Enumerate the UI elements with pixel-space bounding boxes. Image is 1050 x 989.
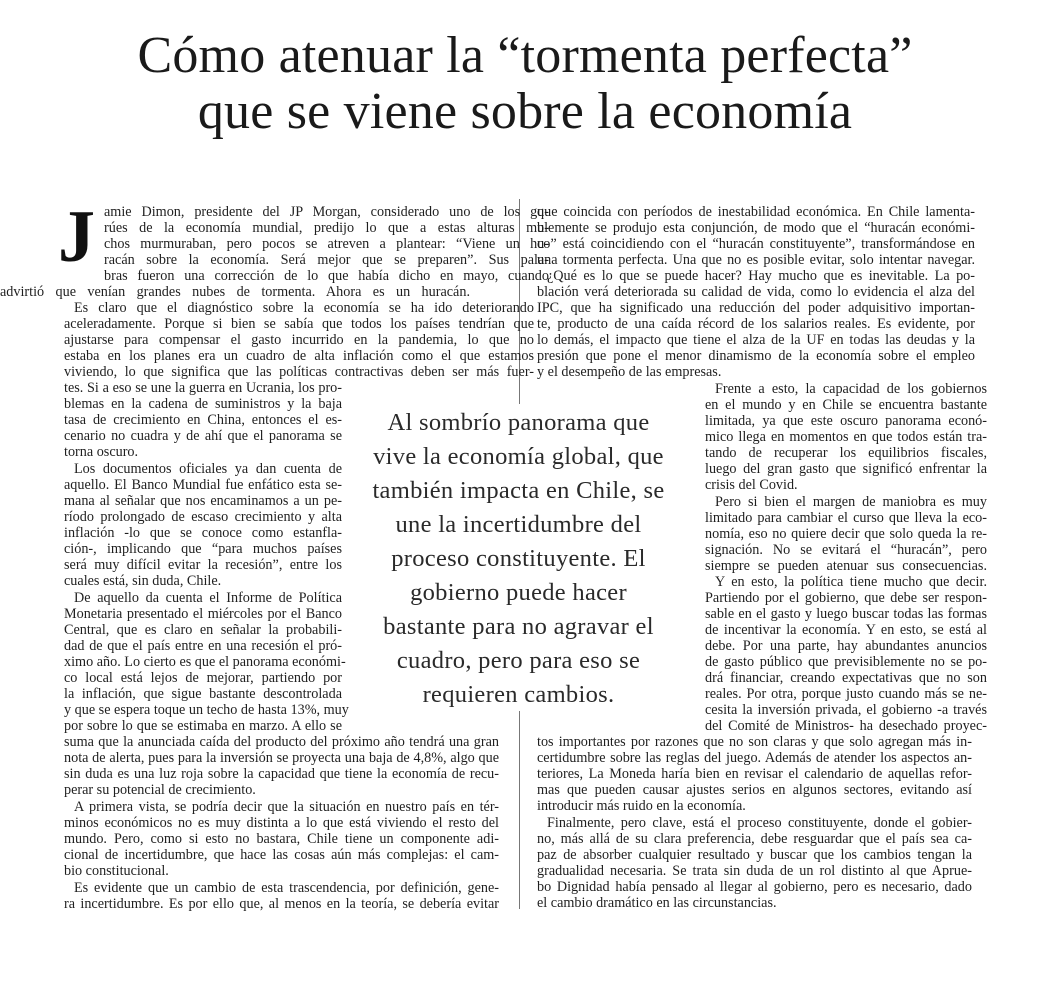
article-left-column-line: estaba en los planes era un cuadro de alta inflación como el que estamos xyxy=(64,348,534,364)
article-left-column-line: viviendo, lo que significa que las políticas contractivas deben ser más fuer- xyxy=(64,364,534,380)
article-right-column-line: bo Dignidad había pensado al llegar al gobierno, pero es necesario, dado xyxy=(537,879,972,895)
article-right-column-line: luego del gran gasto que significó enfrentar la xyxy=(705,461,987,477)
article-right-column-line: Finalmente, pero clave, está el proceso constituyente, donde el gobier- xyxy=(547,815,972,831)
pull-quote-line: bastante para no agravar el xyxy=(383,613,654,640)
article-left-column-line: torna oscuro. xyxy=(64,444,139,460)
article-right-column-line: sable en el gasto y luego buscar todas las formas xyxy=(705,606,987,622)
article-right-column-line: introducir más ruido en la economía. xyxy=(537,798,746,814)
article-left-column-line: cional de incertidumbre, que hace las cosas aún más complejas: el cam- xyxy=(64,847,499,863)
article-left-column-line: ríodo prolongado de escaso crecimiento y alta xyxy=(64,509,342,525)
article-right-column-line: en el mundo y en Chile se encuentra bastante xyxy=(705,397,987,413)
pull-quote-line: gobierno puede hacer xyxy=(410,579,627,606)
article-right-column-line: lo demás, el impacto que tiene el alza de la UF en todas las deudas y la xyxy=(537,332,975,348)
article-left-column-line: la inflación, que sigue bastante descontrolada xyxy=(64,686,342,702)
article-right-column-line: nomía, eso no quiere decir que solo queda la re- xyxy=(705,526,987,542)
article-left-column-line: advirtió que venían grandes nubes de tormenta. Ahora es un huracán. xyxy=(0,284,470,300)
article-left-column-line: tes. Si a eso se une la guerra en Ucrania, los pro- xyxy=(64,380,342,396)
article-left-column-line: aceleradamente. Porque si bien se sabía que todos los países tendrían que xyxy=(64,316,534,332)
article-right-column-line: drá financiar, creando expectativas que no son xyxy=(705,670,987,686)
article-left-column-line: racán sobre la economía. Será mejor que se preparen”. Sus pala- xyxy=(104,252,549,268)
article-right-column-line: teriores, La Moneda haría bien en revisar el calendario de aquellas refor- xyxy=(537,766,972,782)
article-right-column-line: presión que pone el menor dinamismo de la economía sobre el empleo xyxy=(537,348,975,364)
article-left-column-line: aquello. El Banco Mundial fue enfático esta se- xyxy=(64,477,342,493)
article-right-column-line: reales. Por otra, porque justo cuando más se ne- xyxy=(705,686,987,702)
article-right-column-line: cesita la inversión privada, el gobierno -a través xyxy=(705,702,987,718)
article-right-column-line: Partiendo por el gobierno, que debe ser respon- xyxy=(705,590,987,606)
article-left-column-line: inflación -lo que se conoce como estanfla- xyxy=(64,525,342,541)
article-left-column-line: ajustarse para compensar el gasto incurrido en la pandemia, lo que no xyxy=(64,332,534,348)
article-left-column-line: ra incertidumbre. Es por ello que, al menos en la teoría, se debería evitar xyxy=(64,896,499,912)
pull-quote-line: requieren cambios. xyxy=(422,681,615,708)
article-left-column-line: blemas en la cadena de suministros y la baja xyxy=(64,396,342,412)
pull-quote-line: proceso constituyente. El xyxy=(391,545,646,572)
article-right-column-line: tando de recuperar los equilibrios fiscales, xyxy=(705,445,987,461)
article-left-column-line: tasa de crecimiento en China, entonces el es- xyxy=(64,412,342,428)
article-left-column-line: ción-, implicando que “para muchos países xyxy=(64,541,342,557)
article-left-column-line: sin duda es una luz roja sobre la capacidad que tiene la economía de recu- xyxy=(64,766,499,782)
article-right-column-line: limitado para cambiar el curso que lleva la eco- xyxy=(705,510,987,526)
article-right-column-line: certidumbre sobre las reglas del juego. Además de atender los aspectos an- xyxy=(537,750,972,766)
article-right-column-line: que coincida con períodos de inestabilidad económica. En Chile lamenta- xyxy=(537,204,975,220)
article-left-column-line: co local está lejos de mejorar, partiendo por xyxy=(64,670,342,686)
article-right-column-line: Y en esto, la política tiene mucho que decir. xyxy=(715,574,987,590)
article-left-column-line: De aquello da cuenta el Informe de Política xyxy=(74,590,342,606)
article-right-column-line: signación. No se evitará el “huracán”, pero xyxy=(705,542,987,558)
article-left-column-line: chos murmuraban, pero pocos se atreven a plantear: “Viene un hu- xyxy=(104,236,549,252)
article-right-column-line: del Comité de Ministros- ha desechado proyec- xyxy=(705,718,987,734)
pull-quote xyxy=(350,404,687,711)
article-left-column-line: mundo. Pero, como si esto no bastara, Chile tiene un componente adi- xyxy=(64,831,499,847)
article-right-column-line: co” está coincidiendo con el “huracán constituyente”, transformándose en xyxy=(537,236,975,252)
article-left-column-line: cenario no cuadra y de ahí que el panorama se xyxy=(64,428,342,444)
article-left-column-line: Los documentos oficiales ya dan cuenta de xyxy=(74,461,342,477)
article-right-column-line: Frente a esto, la capacidad de los gobiernos xyxy=(715,381,987,397)
article-right-column-line: siempre se pueden atenuar sus consecuencias. xyxy=(705,558,987,574)
headline-line-1: Cómo atenuar la “tormenta perfecta” xyxy=(137,27,913,84)
article-left-column-line: rúes de la economía mundial, predijo lo que a estas alturas mu- xyxy=(104,220,549,236)
article-right-column-line: te, producto de una caída récord de los salarios reales. Es evidente, por xyxy=(537,316,975,332)
article-left-column-line: suma que la anunciada caída del producto del próximo año tendrá una gran xyxy=(64,734,499,750)
article-right-column-line: mico llega en momentos en que todos están tra- xyxy=(705,429,987,445)
article-left-column-line: mana al señalar que nos encaminamos a un pe- xyxy=(64,493,342,509)
article-right-column-line: gradualidad necesaria. Se trata sin duda de un rol distinto al que Aprue- xyxy=(537,863,972,879)
article-right-column-line: crisis del Covid. xyxy=(705,477,798,493)
article-right-column-line: paz de absorber cualquier resultado y buscar que los cambios tengan la xyxy=(537,847,972,863)
pull-quote-line: vive la economía global, que xyxy=(373,443,664,470)
article-left-column-line: perar su potencial de crecimiento. xyxy=(64,782,256,798)
article-left-column-line: bio constitucional. xyxy=(64,863,169,879)
article-left-column-line: amie Dimon, presidente del JP Morgan, considerado uno de los gu- xyxy=(104,204,549,220)
article-left-column-line: será muy difícil evitar la recesión”, entre los xyxy=(64,557,342,573)
article-right-column-line: IPC, que ha significado una reducción del poder adquisitivo importan- xyxy=(537,300,975,316)
drop-cap: J xyxy=(58,196,95,278)
headline-line-2: que se viene sobre la economía xyxy=(197,83,853,140)
article-left-column-line: Es evidente que un cambio de esta trascendencia, por definición, gene- xyxy=(74,880,499,896)
article-right-column-line: debe. Por una parte, hay abundantes anuncios xyxy=(705,638,987,654)
article-right-column-line: Pero si bien el margen de maniobra es muy xyxy=(715,494,987,510)
article-right-column-line: blemente se produjo esta conjunción, de modo que el “huracán económi- xyxy=(537,220,975,236)
article-right-column-line: una tormenta perfecta. Una que no es posible evitar, solo intentar navegar. xyxy=(537,252,975,268)
article-left-column-line: A primera vista, se podría decir que la situación en nuestro país en tér- xyxy=(74,799,499,815)
article-left-column-line: por sobre lo que se estimaba en marzo. A ello se xyxy=(64,718,342,734)
article-right-column-line: no, más allá de su clara preferencia, debe resguardar que el país sea ca- xyxy=(537,831,972,847)
pull-quote-line: también impacta en Chile, se xyxy=(372,477,665,504)
article-left-column-line: Es claro que el diagnóstico sobre la economía se ha ido deteriorando xyxy=(74,300,534,316)
headline xyxy=(0,28,1050,140)
article-right-column-line: el cambio dramático en las circunstancias. xyxy=(537,895,777,911)
pull-quote-line: Al sombrío panorama que xyxy=(387,409,650,436)
article-left-column-line: cuales está, sin duda, Chile. xyxy=(64,573,222,589)
article-left-column-line: Central, que es claro en señalar la probabili- xyxy=(64,622,342,638)
pull-quote-line: cuadro, pero para eso se xyxy=(396,647,641,674)
article-right-column-line: ¿Qué es lo que se puede hacer? Hay mucho que es inevitable. La po- xyxy=(547,268,975,284)
pull-quote-line: une la incertidumbre del xyxy=(395,511,642,538)
article-right-column-line: limitada, ya que este oscuro panorama econó- xyxy=(705,413,987,429)
article-left-column-line: y que se espera toque un techo de hasta 13%, muy xyxy=(64,702,349,718)
article-left-column-line: nota de alerta, pues para la inversión se proyecta una baja de 4,8%, algo que xyxy=(64,750,499,766)
article-right-column-line: de incentivar la economía. Y en esto, se está al xyxy=(705,622,987,638)
article-left-column-line: minos económicos no es muy distinta a lo que está viviendo el resto del xyxy=(64,815,499,831)
article-left-column-line: bras fueron una corrección de lo que había dicho en mayo, cuando xyxy=(104,268,549,284)
article-left-column-line: ximo año. Lo cierto es que el panorama económi- xyxy=(64,654,346,670)
article-right-column-line: y el desempeño de las empresas. xyxy=(537,364,722,380)
article-left-column-line: Monetaria presentado el miércoles por el Banco xyxy=(64,606,342,622)
article-right-column-line: tos importantes por razones que no son claras y que solo agregan más in- xyxy=(537,734,972,750)
article-left-column-line: dad de que el país entre en una recesión el pró- xyxy=(64,638,342,654)
article-right-column-line: de gasto público que previsiblemente no se po- xyxy=(705,654,987,670)
article-right-column-line: mas que pueden causar ajustes serios en algunos sectores, evitando así xyxy=(537,782,972,798)
article-right-column-line: blación verá deteriorada su calidad de vida, como lo evidencia el alza del xyxy=(537,284,975,300)
